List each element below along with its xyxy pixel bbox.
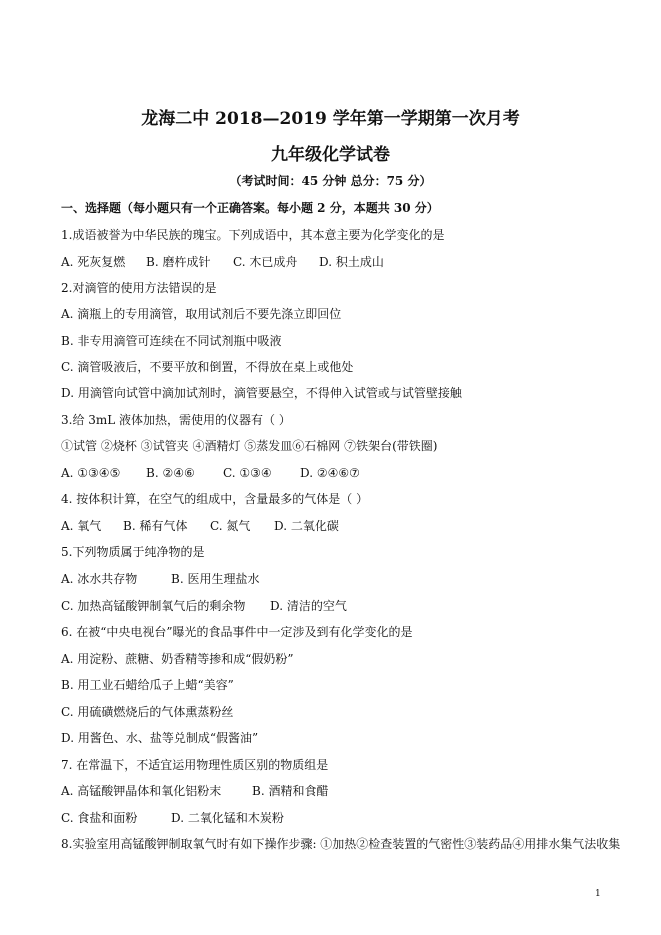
question-3-stem: 3.给 3mL 液体加热，需使用的仪器有（ ） <box>61 413 291 427</box>
question-1-option-b: B. 磨杵成针 <box>146 255 211 269</box>
section-heading: 一、选择题（每小题只有一个正确答案。每小题 2 分，本题共 30 分） <box>61 201 439 215</box>
question-6-option-a: A. 用淀粉、蔗糖、奶香精等掺和成“假奶粉” <box>61 652 294 666</box>
exam-subtitle: 九年级化学试卷 <box>271 145 390 165</box>
question-1-option-d: D. 积土成山 <box>319 255 384 269</box>
question-2-option-b: B. 非专用滴管可连续在不同试剂瓶中吸液 <box>61 334 282 348</box>
question-5-stem: 5.下列物质属于纯净物的是 <box>61 545 205 559</box>
question-2-stem: 2.对滴管的使用方法错误的是 <box>61 281 217 295</box>
question-6-option-b: B. 用工业石蜡给瓜子上蜡“美容” <box>61 678 234 692</box>
question-3-option-b: B. ②④⑥ <box>146 466 195 480</box>
question-4-options <box>61 518 339 534</box>
question-6-option-d: D. 用酱色、水、盐等兑制成“假酱油” <box>61 731 259 745</box>
question-7-stem: 7. 在常温下，不适宜运用物理性质区别的物质组是 <box>61 758 329 772</box>
question-1-option-c: C. 木已成舟 <box>233 255 298 269</box>
question-6-stem: 6. 在被“中央电视台”曝光的食品事件中一定涉及到有化学变化的是 <box>61 625 413 639</box>
exam-title: 龙海二中 2018—2019 学年第一学期第一次月考 <box>141 109 520 129</box>
exam-info: （考试时间：45 分钟 总分：75 分） <box>229 174 432 188</box>
question-3-option-d: D. ②④⑥⑦ <box>300 466 360 480</box>
question-4-stem: 4. 按体积计算，在空气的组成中，含量最多的气体是（ ） <box>61 492 369 506</box>
question-2-option-d: D. 用滴管向试管中滴加试剂时，滴管要悬空，不得伸入试管或与试管壁接触 <box>61 386 462 400</box>
question-8-stem: 8.实验室用高锰酸钾制取氧气时有如下操作步骤: ①加热②检查装置的气密性③装药品④用排水集气法收集 <box>61 837 621 851</box>
question-7-option-d: D. 二氧化锰和木炭粉 <box>171 811 284 825</box>
question-5-options-cd <box>61 598 347 614</box>
question-7-option-a: A. 高锰酸钾晶体和氧化铝粉末 <box>61 784 222 798</box>
question-5-option-b: B. 医用生理盐水 <box>171 572 260 586</box>
page-number: 1 <box>595 889 601 899</box>
question-1-stem: 1.成语被誉为中华民族的瑰宝。下列成语中，其本意主要为化学变化的是 <box>61 228 445 242</box>
question-2-option-a: A. 滴瓶上的专用滴管，取用试剂后不要先涤立即回位 <box>61 307 342 321</box>
question-1-option-a: A. 死灰复燃 <box>61 255 126 269</box>
question-4-option-c: C. 氮气 <box>210 519 251 533</box>
question-1-options <box>61 254 384 270</box>
question-3-options <box>61 465 360 481</box>
question-5-option-d: D. 清洁的空气 <box>270 599 347 613</box>
question-6-option-c: C. 用硫磺燃烧后的气体熏蒸粉丝 <box>61 705 234 719</box>
question-7-option-b: B. 酒精和食醋 <box>252 784 329 798</box>
question-3-option-a: A. ①③④⑤ <box>61 466 121 480</box>
question-2-option-c: C. 滴管吸液后，不要平放和倒置，不得放在桌上或他处 <box>61 360 354 374</box>
question-3-option-c: C. ①③④ <box>223 466 272 480</box>
question-7-options-ab <box>61 783 328 799</box>
question-3-items: ①试管 ②烧杯 ③试管夹 ④酒精灯 ⑤蒸发皿⑥石棉网 ⑦铁架台(带铁圈) <box>61 439 438 453</box>
question-5-option-a: A. 冰水共存物 <box>61 572 138 586</box>
question-4-option-b: B. 稀有气体 <box>123 519 188 533</box>
question-5-option-c: C. 加热高锰酸钾制氧气后的剩余物 <box>61 599 246 613</box>
question-7-options-cd <box>61 810 284 826</box>
question-4-option-a: A. 氧气 <box>61 519 102 533</box>
question-4-option-d: D. 二氧化碳 <box>274 519 339 533</box>
question-7-option-c: C. 食盐和面粉 <box>61 811 138 825</box>
question-5-options-ab <box>61 571 259 587</box>
